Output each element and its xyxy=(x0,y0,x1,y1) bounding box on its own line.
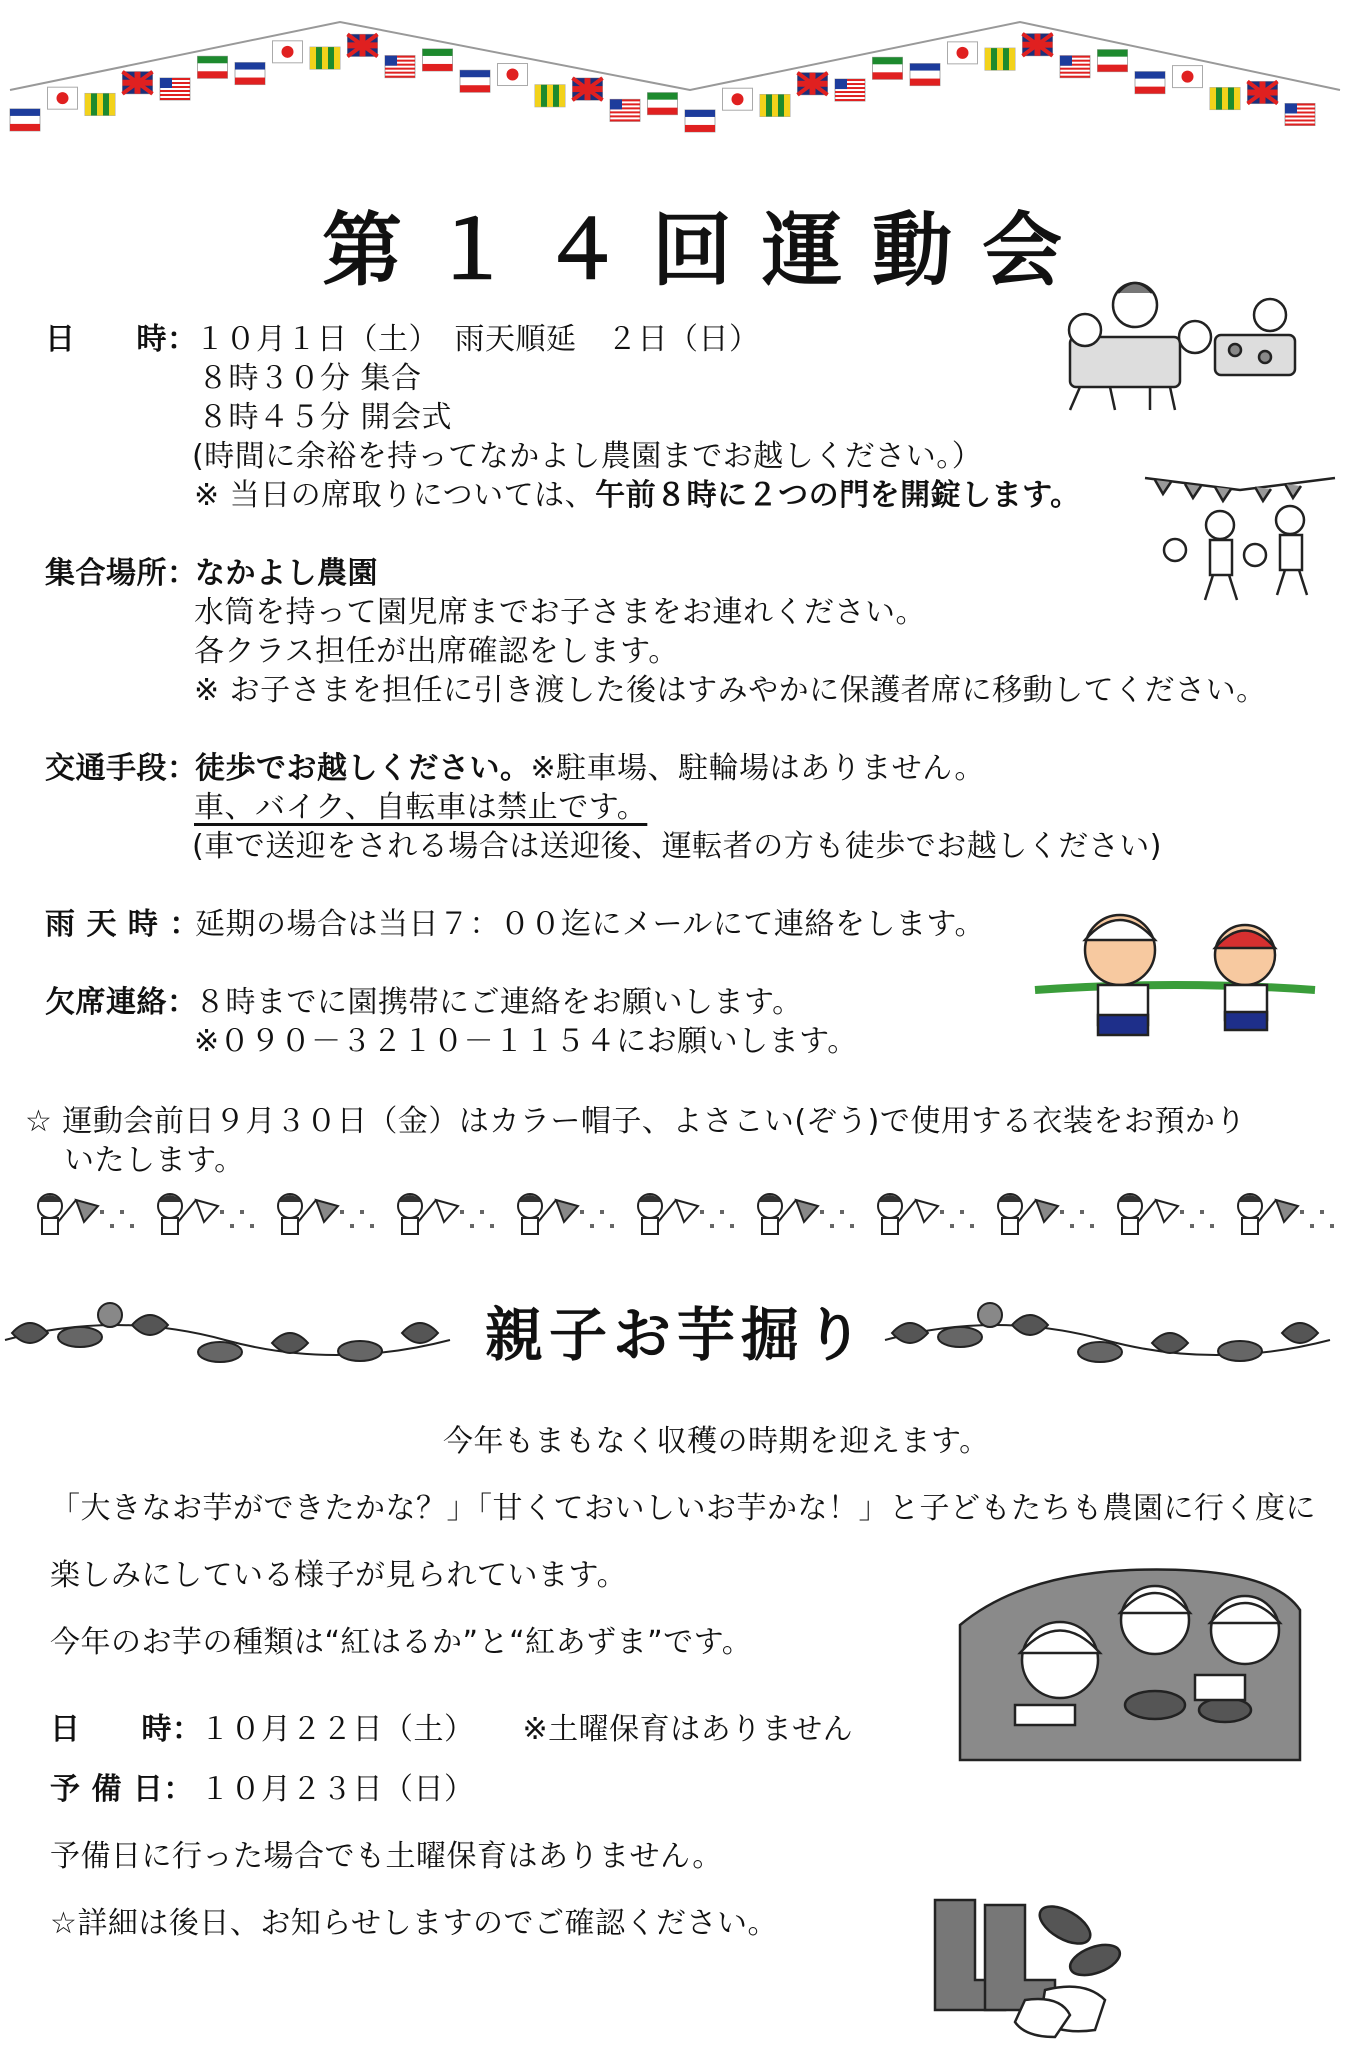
flag-kid-icon xyxy=(998,1194,1094,1234)
rain-label: 雨 天 時 ： xyxy=(45,907,200,942)
rain-value: 延期の場合は当日７：００迄にメールにて連絡をします。 xyxy=(195,907,985,942)
sports-day-date-row xyxy=(45,320,760,359)
date-label: 日 時： xyxy=(45,322,198,357)
potato-digging-illustration xyxy=(955,1555,1305,1755)
flag-usa-icon xyxy=(835,79,865,101)
flag-kid-icon xyxy=(638,1194,734,1234)
flag-kid-icon xyxy=(878,1194,974,1234)
flag-uk-icon xyxy=(1023,34,1053,56)
flag-japan-icon xyxy=(48,87,78,109)
flag-uk-icon xyxy=(1248,82,1278,104)
flag-france-icon xyxy=(1135,72,1165,94)
potato-reserve-note: 予備日に行った場合でも土曜保育はありません。 xyxy=(50,1839,723,1874)
potato-intro: 今年もまもなく収穫の時期を迎えます。 xyxy=(443,1424,990,1459)
flag-jamaica-icon xyxy=(85,93,115,115)
flag-usa-icon xyxy=(1060,56,1090,78)
absence-phone: ※０９０－３２１０－１１５４にお願いします。 xyxy=(194,1024,858,1059)
sweet-potato-vine-right xyxy=(880,1295,1340,1365)
flag-jamaica-icon xyxy=(985,48,1015,70)
kids-relay-illustration xyxy=(1040,275,1300,415)
flag-bunting xyxy=(0,0,1348,150)
place-label: 集合場所： xyxy=(45,556,198,591)
potato-line2: 楽しみにしている様子が見られています。 xyxy=(50,1558,628,1593)
absence-label: 欠席連絡： xyxy=(45,985,198,1020)
flag-kid-icon xyxy=(398,1194,494,1234)
transport-line2: 車、バイク、自転車は禁止です。 xyxy=(194,790,648,825)
flag-italy-icon xyxy=(423,49,453,71)
flag-kid-icon xyxy=(1238,1194,1334,1234)
flag-uk-icon xyxy=(123,72,153,94)
place-row xyxy=(45,554,378,593)
time-open: ８時４５分 開会式 xyxy=(198,400,453,435)
date-value: １０月１日（土） 雨天順延 ２日（日） xyxy=(195,322,760,357)
place-line1: 水筒を持って園児席までお子さまをお連れください。 xyxy=(194,595,926,630)
place-line3: ※ お子さまを担任に引き渡した後はすみやかに保護者席に移動してください。 xyxy=(194,673,1267,708)
transport-note: ※駐車場、駐輪場はありません。 xyxy=(530,751,985,786)
sweet-potato-icon xyxy=(1078,1342,1122,1362)
potato-line1: 「大きなお芋ができたかな？」「甘くておいしいお芋かな！」と子どもたちも農園に行く度に xyxy=(50,1491,1316,1526)
mole-icon xyxy=(98,1303,122,1327)
flag-usa-icon xyxy=(1285,104,1315,126)
sweet-potato-vine-left xyxy=(0,1295,460,1365)
finish-line-illustration xyxy=(1030,890,1320,1050)
costume-line1: ☆ 運動会前日９月３０日（金）はカラー帽子、よさこい(ぞう)で使用する衣装をお預かり xyxy=(25,1104,1246,1139)
place-value: なかよし農園 xyxy=(195,556,378,591)
seat-note-emphasis: 午前８時に２つの門を開錠します。 xyxy=(595,478,1081,513)
potato-title: 親子お芋掘り xyxy=(485,1301,870,1369)
flag-japan-icon xyxy=(498,64,528,86)
transport-line3: (車で送迎をされる場合は送迎後、運転者の方も徒歩でお越しください) xyxy=(192,829,1162,864)
flag-italy-icon xyxy=(198,56,228,78)
flag-japan-icon xyxy=(1173,66,1203,88)
flag-italy-icon xyxy=(873,57,903,79)
absence-value: ８時までに園携帯にご連絡をお願いします。 xyxy=(195,985,803,1020)
flag-france-icon xyxy=(460,70,490,92)
seat-note xyxy=(194,476,1081,515)
flag-jamaica-icon xyxy=(535,85,565,107)
flag-japan-icon xyxy=(723,88,753,110)
flag-france-icon xyxy=(910,64,940,86)
potato-line3: 今年のお芋の種類は“紅はるか”と“紅あずま”です。 xyxy=(50,1625,753,1660)
family-walking-illustration xyxy=(1145,470,1335,610)
flag-kid-icon xyxy=(518,1194,614,1234)
seat-note-text: ※ 当日の席取りについては、 xyxy=(194,478,596,513)
flag-jamaica-icon xyxy=(760,94,790,116)
flag-kid-icon xyxy=(1118,1194,1214,1234)
flag-kid-icon xyxy=(758,1194,854,1234)
flag-usa-icon xyxy=(160,78,190,100)
flag-italy-icon xyxy=(648,93,678,115)
sweet-potato-icon xyxy=(1218,1341,1262,1361)
flag-france-icon xyxy=(685,110,715,132)
sweet-potato-icon xyxy=(58,1327,102,1347)
flag-kids-divider xyxy=(0,1180,1348,1250)
flag-uk-icon xyxy=(573,78,603,100)
flag-japan-icon xyxy=(273,41,303,63)
leaf-icon xyxy=(132,1315,168,1335)
flag-usa-icon xyxy=(385,56,415,78)
potato-reserve-row xyxy=(50,1770,475,1809)
leaf-icon xyxy=(892,1323,928,1343)
sports-day-title: 第１４回運動会 xyxy=(322,203,1092,297)
absence-row xyxy=(45,983,803,1022)
flag-italy-icon xyxy=(1098,50,1128,72)
sweet-potato-icon xyxy=(338,1341,382,1361)
potato-date-value: １０月２２日（土） xyxy=(200,1712,475,1747)
transport-row xyxy=(45,749,985,788)
leaf-icon xyxy=(1012,1315,1048,1335)
flag-france-icon xyxy=(10,109,40,131)
mole-icon xyxy=(978,1303,1002,1327)
flag-japan-icon xyxy=(948,42,978,64)
flag-jamaica-icon xyxy=(310,47,340,69)
transport-bold: 徒歩でお越しください。 xyxy=(195,751,531,786)
flag-kid-icon xyxy=(158,1194,254,1234)
potato-date-row xyxy=(50,1710,853,1749)
place-line2: 各クラス担任が出席確認をします。 xyxy=(194,634,679,669)
potato-reserve-label: 予 備 日： xyxy=(50,1772,194,1807)
time-note: (時間に余裕を持ってなかよし農園までお越しください。） xyxy=(192,439,983,474)
flag-usa-icon xyxy=(610,99,640,121)
sweet-potato-icon xyxy=(938,1327,982,1347)
potato-date-note: ※土曜保育はありません xyxy=(522,1712,854,1747)
rain-row xyxy=(45,905,985,944)
transport-label: 交通手段： xyxy=(45,751,198,786)
time-gather: ８時３０分 集合 xyxy=(198,361,422,396)
flag-france-icon xyxy=(235,63,265,85)
potato-date-label: 日 時： xyxy=(50,1712,203,1747)
leaf-icon xyxy=(1282,1323,1318,1343)
sweet-potato-icon xyxy=(198,1342,242,1362)
potato-reserve-value: １０月２３日（日） xyxy=(200,1772,475,1807)
costume-line2: いたします。 xyxy=(64,1143,245,1178)
leaf-icon xyxy=(12,1323,48,1343)
boots-gloves-illustration xyxy=(915,1880,1135,2040)
flag-kid-icon xyxy=(38,1194,134,1234)
flag-uk-icon xyxy=(798,73,828,95)
potato-details: ☆詳細は後日、お知らせしますのでご確認ください。 xyxy=(50,1906,778,1941)
flag-kid-icon xyxy=(278,1194,374,1234)
flag-uk-icon xyxy=(348,34,378,56)
flag-jamaica-icon xyxy=(1210,88,1240,110)
leaf-icon xyxy=(402,1323,438,1343)
